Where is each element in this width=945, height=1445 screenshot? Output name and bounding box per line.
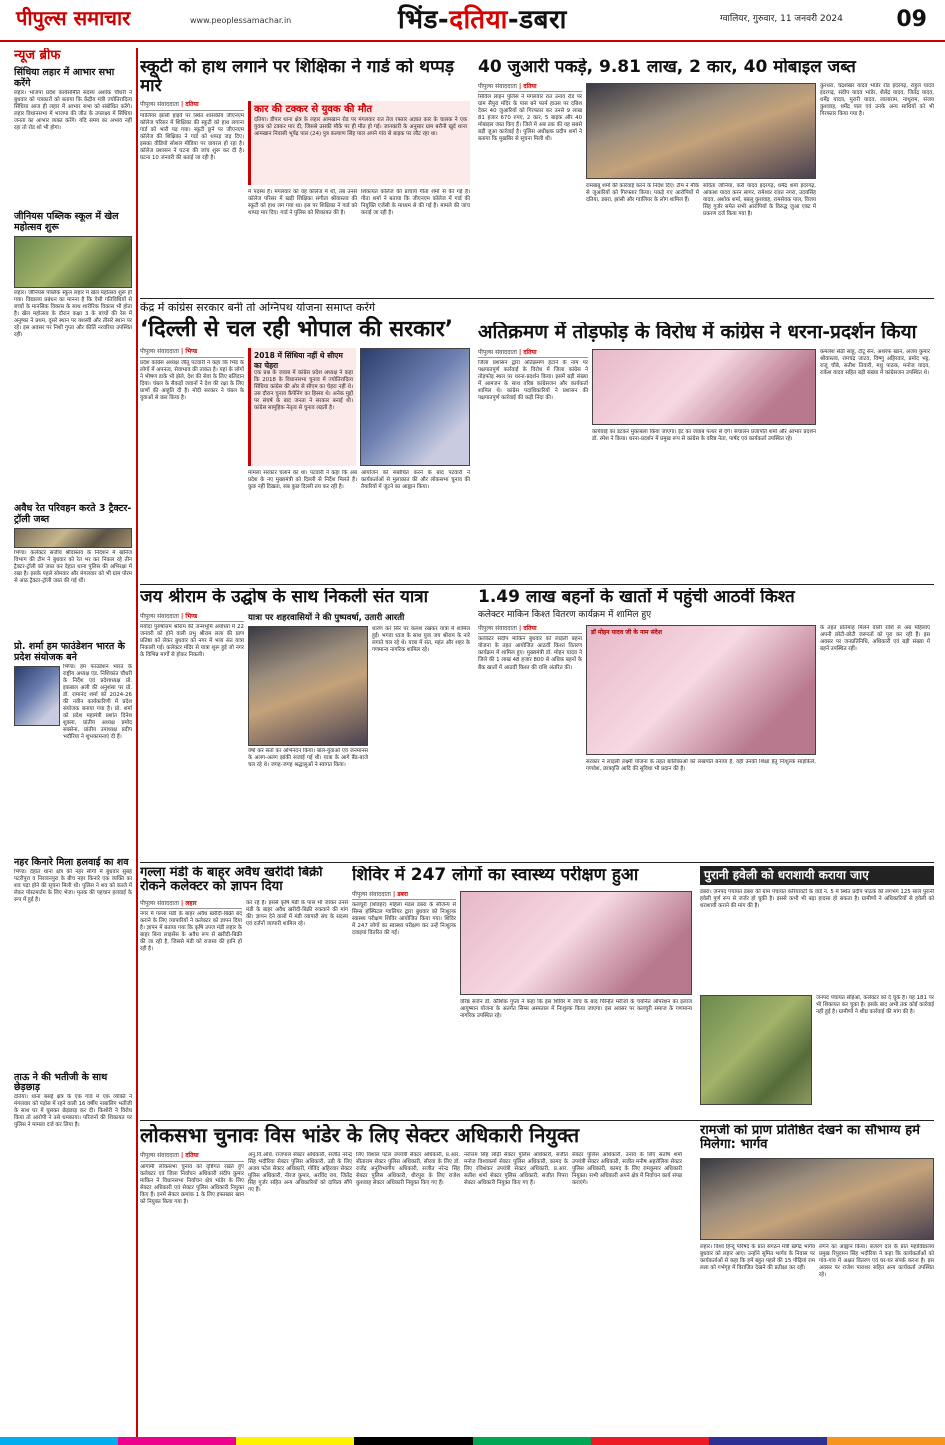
website-url[interactable]: www.peoplessamachar.in bbox=[190, 16, 292, 25]
tractor-photo bbox=[14, 528, 132, 548]
color-swatch bbox=[473, 1437, 591, 1445]
byline: पीपुल्स संवाददाता | डबरा bbox=[352, 891, 456, 901]
story-gamblers bbox=[478, 58, 934, 294]
section-title bbox=[398, 4, 567, 37]
side-box-text: दतिया। डीपार थाना क्षेत्र के लहार आमखान रोड पर मंगलवार रात तेज रफ्तार अज्ञात कार के चालक ने एक युवक को टक्कर मार दी, जिससे उसकी मौके पर ही मौत हो गई। जानकारी के अनुसार ग्राम बरौनी खुर्द थाना आमखान निवासी भूपेंद्र पाल (24) पुत्र कल्याण सिंह पाल अपने गांव से बाइक पर लौट रहा था। bbox=[254, 116, 467, 137]
story-text: आयोजन को संबोधित करने के बाद पटवारी ने कार्यकर्ताओं से मुलाकात की और लोकसभा चुनाव की तैयारियों में जुटने का आह्वान किया। bbox=[361, 470, 470, 491]
yatra-photo bbox=[248, 626, 368, 746]
headline[interactable]: जय श्रीराम के उद्घोष के साथ निकली संत यात्रा bbox=[140, 588, 429, 607]
story-delhi-bhopal bbox=[140, 302, 470, 582]
brief-text: लहार। जीनियस पब्लिक स्कूल लहार में खेल महोत्सव शुरू हो गया। विद्यालय प्रबंधन का मानना है कि ऐसी गतिविधियों से बच्चों के मानसिक विकास के साथ शारीरिक विकास भी होता है। खेल महोत्सव के दौरान कक्षा 3 के बच्चों की रेस में अनुष्का ने प्रथम, दूसरे स्थान पर यशस्वी और तीसरे स्थान पर रहे। इस अवसर पर निशी गुप्ता और कीर्ति नरवरिया उपस्थित रहीं। bbox=[14, 289, 132, 339]
story-text: कार्यवाई का डटकर मुकाबला किया जाएगा। ईट का जवाब पत्थर से देंगे। संचालन प्रजापति शर्मा और आभार प्रदर्शन डॉ. रमेश ने किया। धरना-प्रदर्शन में प्रमुख रूप से कांग्रेस के वरिष्ठ नेता, पार्षद एवं कार्यकर्ता उपस्थित रहे। bbox=[592, 428, 816, 442]
brief-title: जीनियस पब्लिक स्कूल में खेल महोत्सव शुरू bbox=[14, 211, 119, 234]
story-text: वरिष्ठ सर्जन डॉ. कौशिक गुप्ता ने कहा कि इस शिविर में जांच के बाद चिन्हित मरीजों के चयनित ऑपरेशन का इलाज आयुष्मान योजना के अंतर्गत सिम्स अस्पताल में निःशुल्क किया जाएगा। इस अवसर पर कलचुरी समाज के गणमान्य नागरिक उपस्थित रहे। bbox=[460, 998, 692, 1019]
brief-text: लहार। भाजपा प्रदेश कार्यसमिति सदस्य अशोक चौधरी ने बुधवार को पत्रकारों को बताया कि केंद्रीय मंत्री ज्योतिरादित्य सिंधिया आज ही लहार में आभार सभा को संबोधित करेंगे। लहार विधानसभा में भाजपा की जीत के उपलक्ष्य में सिंधिया जनता का आभार व्यक्त करेंगे। यदि समय का अभाव नहीं रहा तो रोड शो भी होगा। bbox=[14, 90, 132, 132]
story-old-haveli bbox=[700, 866, 934, 1116]
brief-text: भिण्ड। कलेक्टर संजीव श्रीवास्तव के निर्देशन में खनिज विभाग की टीम ने बुधवार को रेत भर कर निकल रहे तीन ट्रैक्टर-ट्रॉली को जब्त कर देहात थाना पुलिस की अभिरक्षा में रखा है। इसके पहले सोमवार और मंगलवार को भी ग्राम पोरम से आठ ट्रैक्टर-ट्रॉली जब्त की गई थीं। bbox=[14, 549, 132, 584]
story-text: सिविल लाइन पुलिस ने मंगलवार रात उनाव रोड पर ग्राम सैपुरा मंदिर के पास बने फार्म हाउस पर दबिश देकर 40 जुआरियों को गिरफ्तार कर उनसे 9 लाख 81 हजार 670 रुपए, 2 कार, 5 बाइक और 40 मोबाइल जब्त किए हैं। जिले में अब तक की यह सबसे बड़ी जुआ कार्रवाई है। पुलिस अधीक्षक प्रदीप शर्मा ने बताया कि मुखबिर से सूचना मिली थी। bbox=[478, 94, 582, 143]
brief-title: ताऊ ने की भतीजी के साथ छेड़छाड़ bbox=[14, 1071, 108, 1094]
brand-logo: पीपुल्स समाचार bbox=[16, 6, 131, 30]
brief-text: दतिया। थाना बसई क्षेत्र के एक गांव में एक व्यक्ति ने मंगलवार को पड़ोस में रहने वाली 16 वर्षीय नाबालिग भतीजी के साथ घर में घुसकर छेड़छाड़ कर दी। किशोरी ने विरोध किया तो आरोपी ने उसे धमकाया। परिजनों की शिकायत पर पुलिस ने मामला दर्ज कर लिया है। bbox=[14, 1094, 132, 1129]
sports-festival-photo bbox=[14, 236, 132, 288]
headline[interactable]: पुरानी हवेली को धराशायी कराया जाए bbox=[700, 866, 934, 885]
news-brief-column bbox=[14, 48, 132, 1433]
side-box-text: एक प्रश्न के जवाब में कांग्रेस प्रदेश अध्यक्ष ने कहा कि 2018 के विधानसभा चुनाव में ज्योतिरादित्य सिंधिया कांग्रेस की ओर से सीएम का चेहरा नहीं थे। उस दौरान चुनाव कैंपेनिंग का हिस्सा थे। अनेक मुद्दों पर संघर्ष के बाद जनता ने सरकार बनाई थी। कांग्रेस सामूहिक नेतृत्व से चुनाव लड़ती है। bbox=[254, 370, 353, 412]
story-health-camp bbox=[352, 866, 692, 1116]
byline: पीपुल्स संवाददाता | दतिया bbox=[140, 1152, 244, 1162]
story-text: डबरा। जनपद पंचायत डबरा की ग्राम पंचायत करियावटी के वार्ड नं. 5 में स्थित प्रदीप पाठक की लगभग 125 साल पुरानी हवेली पूर्ण रूप से जर्जर हो चुकी है। इससे कभी भी बड़ा हादसा हो सकता है। ग्रामीणों ने अधिकारियों से हवेली को धराशायी कराने की मांग की है। bbox=[700, 889, 934, 910]
side-box-accident bbox=[248, 101, 470, 185]
story-text: कलचुरी (शिवहरे) महिला मंडल डबरा के सौजन्य से सिम्स हॉस्पिटल ग्वालियर द्वारा बुधवार को निःशुल्क स्वास्थ्य परीक्षण शिविर आयोजित किया गया। शिविर में 247 लोगों का स्वास्थ्य परीक्षण कर उन्हें निःशुल्क दवाइयां वितरित की गईं। bbox=[352, 902, 456, 937]
subhead: कलेक्टर माकिन किश्त वितरण कार्यक्रम में शामिल हुए bbox=[478, 609, 652, 620]
headline[interactable]: 1.49 लाख बहनों के खातों में पहुंची आठवीं किश्त bbox=[478, 588, 795, 607]
page-number: 09 bbox=[896, 7, 927, 32]
story-text: सरकार ने लाड़ली लक्ष्मी योजना के तहत बालिकाओं को लखपति बनाया है, वहीं उनकी शिक्षा हेतु निःशुल्क साइकिलें, गणवेश, छात्रवृत्ति आदि की सुविधा भी प्रदान की है। bbox=[586, 758, 816, 772]
headline[interactable]: लोकसभा चुनावः विस भांडेर के लिए सेक्टर अधिकारी नियुक्त bbox=[140, 1124, 580, 1147]
story-text: सविता जोनिया, करी यादव इंदरगढ़, धर्मेंद्र शर्मा इंदरगढ़, आकाश यादव करन सागर, रामेश्वर रावत नगरा, उदयसिंह यादव, अशोक शर्मा, बबलू कुशवाह, रामसेवक पाल, विजय सिंह गुर्जर समेत सभी आरोपियों के विरुद्ध जुआ एक्ट में प्रकरण दर्ज किया गया है। bbox=[703, 182, 816, 217]
headline[interactable]: ‘दिल्ली से चल रही भोपाल की सरकार’ bbox=[140, 317, 454, 343]
story-text: कर रहे हैं। इससे कृषि मंडी के पास भी जाकर उनसे मंडी के बाहर अवैध खरीदी-बिक्री रुकवाने की मांग की। ज्ञापन देने वालों में मंडी व्यापारी संघ के सदस्य एवं दर्जनों व्यापारी शामिल रहे। bbox=[246, 899, 348, 927]
headline[interactable]: 40 जुआरी पकड़े, 9.81 लाख, 2 कार, 40 मोबाइल जब्त bbox=[478, 58, 856, 77]
headline[interactable]: अतिक्रमण में तोड़फोड़ के विरोध में कांग्रेस ने धरना-प्रदर्शन किया bbox=[478, 322, 917, 343]
side-box-title: कार की टक्कर से युवक की मौत bbox=[254, 104, 373, 116]
color-swatch bbox=[0, 1437, 118, 1445]
brief-title: नहर किनारे मिला हलवाई का शव bbox=[14, 856, 129, 868]
story-ram-pran-pratishtha bbox=[700, 1124, 934, 1429]
haveli-photo bbox=[700, 995, 812, 1105]
masthead bbox=[0, 0, 945, 42]
column-divider bbox=[136, 48, 138, 1438]
section-datia: दतिया bbox=[449, 5, 508, 35]
divider bbox=[140, 298, 934, 299]
story-text: लगने का आह्वान किया। बजरंग दल के प्रांत महाविद्यालय प्रमुख रिपुदमन सिंह भदौरिया ने कहा कि कार्यकर्ताओं को गांव-गांव में अक्षत वितरण एवं घर-घर संपर्क करना है। इस अवसर पर राजेश पाराशर सहित अन्य कार्यकर्ता उपस्थित रहे। bbox=[819, 1243, 934, 1278]
story-text: अनु.वि.अधि. राजपाल सेक्टर अधिकारी, सजीत नरेन्द्र सिंह भदौरिया सेक्टर पुलिस अधिकारी, उडी के लिए अजय पटेल सेक्टर अधिकारी, गोविंद अहिरवार सेक्टर पुलिस अधिकारी, नीरज कुमार, अरविंद राय, जितेंद्र सिंह गुर्जर सहित अन्य अधिकारियों को दायित्व सौंपे गए हैं। bbox=[248, 1152, 352, 1194]
banner-text: डॉ मोहन यादव जी के नाम संदेश bbox=[591, 628, 662, 636]
story-protest bbox=[478, 322, 934, 582]
byline: पीपुल्स संवाददाता | दतिया bbox=[478, 349, 588, 359]
byline: पीपुल्स संवाददाता | लहार bbox=[140, 900, 242, 910]
story-text: कमलेश सेठी साहू, टीटू सेन, अशरफ खान, अजय कुमार श्रीवास्तव, रामचंद्र जाटव, विष्णु अहिरवार, प्रमोद भट्ट, राजू चौबे, सतीश तिवारी, मधु पाठक, मनोज यादव, राकेश यादव सहित बड़ी संख्या में कांग्रेसजन उपस्थित थे। bbox=[820, 348, 930, 376]
dateline: ग्वालियर, गुरुवार, 11 जनवरी 2024 bbox=[720, 14, 843, 24]
color-swatch bbox=[709, 1437, 827, 1445]
side-box-scindia bbox=[248, 348, 356, 466]
gamblers-photo bbox=[586, 83, 816, 179]
story-text: प्रदेश कांग्रेस अध्यक्ष जीतू पटवारी ने कहा कि भिंड के लोगों में अपनत्व, सेवाभाव की ताकत है। यहां के लोगों ने भीषण डाके भी झेले, देश की सेवा के लिए बलिदान दिया। चंबल के सैकड़ों जवानों ने देश की रक्षा के लिए प्राणों की आहुति दी है। मोदी सरकार ने चंबल के युवाओं से छल किया है। bbox=[140, 359, 244, 401]
story-text: के तहत प्रतिमाह मिलने वाली राशि से अब महिलाएं अपनी छोटी-छोटी जरूरतों को पूरा कर रही हैं। इस अवसर पर जनप्रतिनिधि, अधिकारी एवं बड़ी संख्या में बहनें उपस्थित रहीं। bbox=[820, 624, 930, 652]
story-guard-slap bbox=[140, 58, 470, 294]
story-text: सेक्टर पुलिस अधिकारी, उनाव के लिए संतोष शर्मा उपयंत्री सेक्टर अधिकारी, सजीत मनीष अहरोलिया सेक्टर पुलिस अधिकारी, कामद के लिए रामकुमार अधिकारी नियुक्त। सभी अधिकारी अपने क्षेत्र में निर्वाचन कार्य संपन्न कराएंगे। bbox=[572, 1152, 682, 1187]
protest-photo bbox=[592, 349, 816, 425]
ladli-event-photo bbox=[586, 625, 816, 755]
byline: पीपुल्स संवाददाता | दतिया bbox=[140, 101, 244, 111]
story-election-sector-officers bbox=[140, 1124, 694, 1429]
story-text: शिकायत कॉलेज की प्राचार्य गीता शर्मा से की गई है। गीता शर्मा ने बताया कि जीएनएम कॉलेज में गार्ड की नियुक्ति एजेंसी के माध्यम से की गई है। मामले की जांच कराई जा रही है। bbox=[361, 189, 470, 217]
story-text: मर्यादा पुरुषोत्तम श्रीराम की जन्मभूमि अयोध्या में 22 जनवरी को होने वाली प्रभु श्रीराम लला की प्राण प्रतिष्ठा को लेकर बुधवार को नगर में भव्य संत यात्रा निकाली गई। कलेक्टर मंदिर से यात्रा शुरू हुई जो नगर के विभिन्न मार्गों से होकर निकली। bbox=[140, 624, 244, 659]
story-text: मामला सरकार चलाने का था। पटवारी ने कहा कि अब प्रदेश के नए मुख्यमंत्री को दिल्ली से निर्देश मिलते हैं। कुछ नहीं दिखता, सब कुछ दिल्ली तय कर रही है। bbox=[248, 470, 357, 491]
story-text: में पदस्थ हैं। मंगलवार को वह कॉलेज में थीं, तब उनसे कॉलेज परिसर में खड़ी शिक्षिका संगीता श्रीवास्तव की स्कूटी को हाथ लग गया था। इस पर शिक्षिका ने गार्ड को थप्पड़ मार दिए। गार्ड ने पुलिस को शिकायत की है। bbox=[248, 189, 357, 217]
story-text: धारण कर सिर पर कलश रखकर यात्रा में शामिल हुईं। भगवा ध्वज के साथ युवा जय श्रीराम के नारे लगाते चल रहे थे। यात्रा में संत, महंत और शहर के गणमान्य नागरिक शामिल रहे। bbox=[372, 626, 470, 654]
headline[interactable]: रामजी को प्राण प्रतिष्ठित देखने का सौभाग्य हमें मिलेगा: भार्गव bbox=[700, 1124, 920, 1153]
color-swatch bbox=[827, 1437, 945, 1445]
byline: पीपुल्स संवाददाता | दतिया bbox=[478, 83, 582, 93]
color-registration-strip bbox=[0, 1437, 945, 1445]
color-swatch bbox=[591, 1437, 709, 1445]
brief-title: अवैध रेत परिवहन करते 3 ट्रैक्टर-ट्रॉली जब्त bbox=[14, 502, 132, 525]
brief-title: प्रो. शर्मा हम फाउंडेशन भारत के प्रदेश संयोजक बने bbox=[14, 640, 125, 663]
brief-text: भिण्ड। हम फाउंडेशन भारत के राष्ट्रीय अध्यक्ष एड. निशिकांत चौधरी के निर्देश एवं प्रदेशाध्यक्ष प्रो. इकबाल अली की अनुशंसा पर प्रो. डॉ. रामानंद शर्मा को 2024-26 की नवीन कार्यकारिणी में प्रदेश संयोजक बनाया गया है। प्रो. शर्मा को प्रदेश महामंत्री प्रशांत दिनेश शुक्ला, प्रांतीय अध्यक्ष प्रमोद सक्सेना, प्रांतीय उपाध्यक्ष प्रदीप भदौरिया ने शुभकामनाएं दी हैं। bbox=[63, 663, 132, 740]
patwari-photo bbox=[360, 348, 470, 466]
divider bbox=[140, 584, 934, 585]
story-text: नगर में गल्ला मंडी के बाहर अवैध खरीदी-बिक्री बंद कराने के लिए व्यापारियों ने कलेक्टर को ज्ञापन दिया है। ज्ञापन में बताया गया कि कृषि उपज मंडी लहार के बाहर बिना लाइसेंस के अवैध रूप से खरीदी-बिक्री की जा रही है, जिससे मंडी को राजस्व की हानि हो रही है। bbox=[140, 911, 242, 953]
story-text: वर्षा कर संतों का अभिनंदन किया। बाल-युवाओं एवं जनमानस के अलग-अलग झांकी सजाई गई थी। यात्रा के आगे बैंड-बाजे चल रहे थे। जगह-जगह श्रद्धालुओं ने स्वागत किया। bbox=[248, 748, 368, 769]
story-text: कलेक्टर संदीप माकिन बुधवार को लाड़ली बहना योजना के तहत आयोजित आठवीं किश्त वितरण कार्यक्रम में शामिल हुए। मुख्यमंत्री डॉ. मोहन यादव ने जिले की 1 लाख 48 हजार 800 से अधिक बहनों के बैंक खातों में आठवीं किश्त की राशि अंतरित की। bbox=[478, 636, 582, 671]
story-text: लहार। विश्व हिन्दू परिषद के प्रांत संगठन मंत्री खगेंद्र भार्गव बुधवार को लहार आए। उन्होंने सुमित भार्गव के निवास पर कार्यकर्ताओं से कहा कि हमें बहुत पहले की 15 पीढ़ियां राम लला को गर्भगृह में विराजित देखने की प्रतीक्षा कर रहीं। bbox=[700, 1243, 815, 1271]
kicker: केंद्र में कांग्रेस सरकार बनी तो अग्निपथ योजना समाप्त करेंगे bbox=[140, 302, 376, 314]
color-swatch bbox=[236, 1437, 354, 1445]
story-sant-yatra bbox=[140, 588, 470, 858]
story-text: कुरथरा, चंद्रशेखर यादव भांडेर रोड इंदरगढ़, राहुल यादव इंदरगढ़, संदीप यादव भांडेर, शैलेंद्र यादव, जितेंद्र यादव, धर्मेंद्र यादव, मुरारी यादव, लालाराम, नाथूराम, संजय कुशवाह, धर्मेंद्र पाल एवं उनके अन्य साथियों को भी गिरफ्तार किया गया है। bbox=[820, 82, 934, 117]
ram-meeting-photo bbox=[700, 1158, 934, 1240]
health-camp-photo bbox=[460, 891, 692, 995]
byline: पीपुल्स संवाददाता | भिण्ड bbox=[140, 613, 244, 623]
byline: पीपुल्स संवाददाता | दतिया bbox=[478, 625, 582, 635]
divider bbox=[140, 862, 934, 863]
color-swatch bbox=[118, 1437, 236, 1445]
brief-text: भिण्ड। देहात थाना क्षेत्र की नहर सीगी में बुधवार सुबह पटरीपुरा व निरावनपुरा के बीच नहर किनारे एक व्यक्ति का शव पड़ा होने की सूचना मिली थी। पुलिस ने शव को कब्जे में लेकर पोस्टमार्टम के लिए भेजा। मृतक की पहचान हलवाई के रूप में हुई है। bbox=[14, 868, 132, 903]
subhead: यात्रा पर शहरवासियों ने की पुष्पवर्षा, उतारी आरती bbox=[248, 612, 405, 623]
story-text: जिला प्रशासन द्वारा अतिक्रमण हटाने के नाम पर पक्षपातपूर्ण कार्रवाई के विरोध में जिला कांग्रेस ने तोड़फोड़ स्थल पर धरना-प्रदर्शन किया। इसमें बड़ी संख्या में आमजन के साथ वरिष्ठ कांग्रेसजन और कार्यकर्ता शामिल थे। कांग्रेस पदाधिकारियों ने प्रशासन की पक्षपातपूर्ण कार्रवाई की कड़ी निंदा की। bbox=[478, 360, 588, 402]
portrait-photo bbox=[14, 666, 60, 726]
story-mandi bbox=[140, 866, 348, 1116]
story-text: रामबाबू शर्मा की कार्रवाई करने के निर्देश दिए। टीम ने मौके से जुआरियों को गिरफ्तार किया। पकड़े गए आरोपियों में दतिया, डबरा, झांसी और ग्वालियर के लोग शामिल हैं। bbox=[586, 182, 699, 203]
story-ladli-behna bbox=[478, 588, 934, 858]
headline[interactable]: शिविर में 247 लोगों का स्वास्थ्य परीक्षण हुआ bbox=[352, 866, 639, 885]
divider bbox=[140, 1120, 934, 1121]
story-text: नरोत्तम सिंह लोढ़ी सेक्टर पुलिस अधिकारी, सजीत मनोज विश्वकर्मा सेक्टर पुलिस अधिकारी, कामद के लिए रविशंकर उपयंत्री सेक्टर अधिकारी, प्र.आर. सतीश शर्मा सेक्टर पुलिस अधिकारी, सजीत पिपरा सेक्टर अधिकारी नियुक्त किए गए हैं। bbox=[464, 1152, 568, 1187]
story-text: जनपद पंचायत सीईओ, कलेक्टर को दे चुके हैं। यह 181 पर भी शिकायत कर चुका है। इसके बाद अभी तक कोई कार्रवाई नहीं हुई है। ग्रामीणों ने शीघ्र कार्रवाई की मांग की है। bbox=[816, 995, 934, 1016]
headline[interactable]: स्कूटी को हाथ लगाने पर शिक्षिका ने गार्ड को थप्पड़ मारे bbox=[140, 58, 455, 96]
brief-title: सिंधिया लहार में आभार सभा करेंगे bbox=[14, 67, 115, 90]
story-text: लिए विशाल पटेल उपयंत्री सेक्टर अधिकारी, प्र.आर. सीताराम सेक्टर पुलिस अधिकारी, सीरवा के लिए डॉ. राजेंद्र अनुविभागीय अधिकारी, सजीत नरेन्द्र सिंह सेक्टर पुलिस अधिकारी, धीरपुरा के लिए राजेश कुशवाह सेक्टर अधिकारी नियुक्त किए गए हैं। bbox=[356, 1152, 460, 1187]
headline[interactable]: गल्ला मंडी के बाहर अवैध खरीदी बिक्री रोकने कलेक्टर को ज्ञापन दिया bbox=[140, 866, 323, 895]
side-box-title: 2018 में सिंधिया नहीं थे सीएम का चेहरा bbox=[254, 351, 343, 370]
brief-tag: न्यूज ब्रीफ bbox=[14, 48, 61, 63]
byline: पीपुल्स संवाददाता | भिण्ड bbox=[140, 348, 244, 358]
section-dabra: -डबरा bbox=[507, 5, 567, 35]
story-text: आगामी लोकसभा चुनाव को दृष्टिगत रखते हुए कलेक्टर एवं जिला निर्वाचन अधिकारी संदीप कुमार माकिन ने विधानसभा निर्वाचन क्षेत्र भांडेर के लिए सेक्टर अधिकारी एवं सेक्टर पुलिस अधिकारी नियुक्त किए हैं। इनमें सेक्टर क्रमांक 1 के लिए इफ्तखार खान को नियुक्त किया गया है। bbox=[140, 1163, 244, 1205]
story-text: ग्वालियर झांसी हाइवे पर स्थित शासकीय जीएनएम कॉलेज परिसर में शिक्षिका की स्कूटी को हाथ लगाना गार्ड को भारी पड़ गया। स्कूटी छूने पर जीएनएम कॉलेज की शिक्षिका ने गार्ड को थप्पड़ जड़ दिए। इसका वीडियो सोशल मीडिया पर वायरल हो रहा है। कॉलेज प्रशासन ने घटना की जांच शुरू कर दी है। घटना 10 जनवरी की बताई जा रही है। bbox=[140, 112, 244, 161]
section-bhind: भिंड- bbox=[398, 5, 450, 35]
color-swatch bbox=[354, 1437, 472, 1445]
